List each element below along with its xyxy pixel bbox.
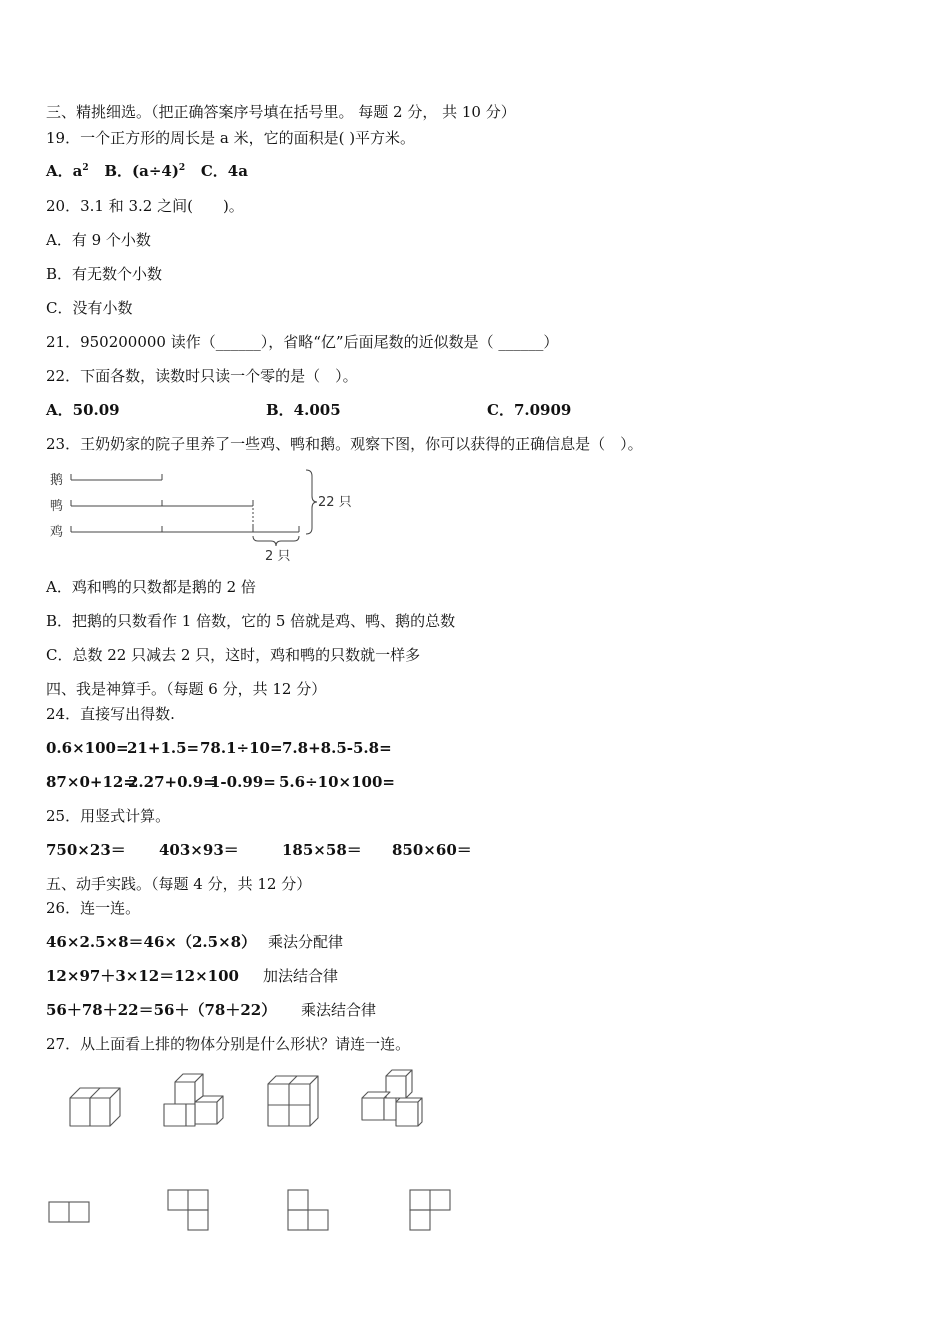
q24-item: 1-0.99= [210,773,276,791]
q24-item: 2.27+0.9= [128,773,216,791]
q20-option-c: C．没有小数 [46,299,133,317]
q25-stem: 25．用竖式计算。 [46,807,171,825]
q27-top-view-shapes [40,1180,460,1240]
q23-label-chicken: 鸡 [50,525,64,540]
q24-item: 0.6×100= [46,739,129,757]
q25-item: 750×23＝ [46,841,126,859]
top-view-shape-1[interactable] [49,1202,89,1222]
q19-option-a-sup: 2 [82,163,89,173]
q20-option-a: A．有 9 个小数 [46,231,151,249]
q20-stem: 20．3.1 和 3.2 之间( )。 [46,197,244,215]
cube-object-1 [70,1088,120,1126]
q24-item: 21+1.5= [127,739,200,757]
q20-option-b: B．有无数个小数 [46,265,163,283]
q26-left-item: 56＋78＋22＝56＋（78＋22） [46,1001,277,1019]
q25-item: 403×93＝ [159,841,239,859]
q21-stem: 21．950200000 读作（______），省略“亿”后面尾数的近似数是（ ______） [46,333,559,351]
q19-option-a-base: a [72,162,83,180]
top-view-shape-4[interactable] [410,1190,450,1230]
cube-object-4 [362,1070,422,1126]
q23-diff-label: 2 只 [265,549,291,564]
q22-stem: 22．下面各数，读数时只读一个零的是（ ）。 [46,367,358,385]
q22-option-b: B．4.005 [266,401,341,419]
top-view-shape-2[interactable] [168,1190,208,1230]
q27-cube-objects [40,1062,460,1142]
q23-stem: 23．王奶奶家的院子里养了一些鸡、鸭和鹅。观察下图，你可以获得的正确信息是（ ）。 [46,435,643,453]
cube-object-3 [268,1076,318,1126]
q25-item: 850×60＝ [392,841,472,859]
q26-right-item[interactable]: 加法结合律 [263,967,339,985]
section4-title: 四、我是神算手。（每题 6 分，共 12 分） [46,680,327,698]
section5-title: 五、动手实践。（每题 4 分，共 12 分） [46,875,312,893]
q27-stem: 27．从上面看上排的物体分别是什么形状？请连一连。 [46,1035,411,1053]
q26-left-item: 46×2.5×8＝46×（2.5×8） [46,933,257,951]
q19-option-c: C．4a [200,162,248,180]
q24-item: 5.6÷10×100= [279,773,395,791]
q24-item: 87×0+12= [46,773,136,791]
q23-option-c: C．总数 22 只减去 2 只，这时，鸡和鸭的只数就一样多 [46,646,421,664]
section3-title: 三、精挑细选。（把正确答案序号填在括号里。 每题 2 分， 共 10 分） [46,103,516,121]
q23-segment-diagram [44,462,364,566]
cube-object-2 [164,1074,223,1126]
q22-option-a: A．50.09 [46,401,120,419]
q23-label-duck: 鸭 [50,499,64,514]
q24-stem: 24．直接写出得数. [46,705,175,723]
q26-right-item[interactable]: 乘法分配律 [268,933,344,951]
q19-option-b-sup: 2 [178,163,186,173]
q26-left-item: 12×97＋3×12＝12×100 [46,967,239,985]
top-view-shape-3[interactable] [288,1190,328,1230]
q19-stem: 19．一个正方形的周长是 a 米，它的面积是( )平方米。 [46,129,416,147]
q23-total-label: 22 只 [318,495,352,510]
q19-option-b-label: B． [104,162,132,180]
q24-item: 7.8+8.5-5.8= [282,739,392,757]
q19-option-b-base: (a÷4) [132,162,179,180]
q25-item: 185×58＝ [282,841,362,859]
q19-options [46,161,248,181]
q22-option-c: C．7.0909 [487,401,572,419]
q23-option-b: B．把鹅的只数看作 1 倍数，它的 5 倍就是鸡、鸭、鹅的总数 [46,612,456,630]
q19-option-a-label: A． [46,162,73,180]
q23-label-goose: 鹅 [50,473,64,488]
q23-option-a: A．鸡和鸭的只数都是鹅的 2 倍 [46,578,256,596]
q24-item: 78.1÷10= [200,739,283,757]
q26-right-item[interactable]: 乘法结合律 [301,1001,377,1019]
q26-stem: 26．连一连。 [46,899,141,917]
